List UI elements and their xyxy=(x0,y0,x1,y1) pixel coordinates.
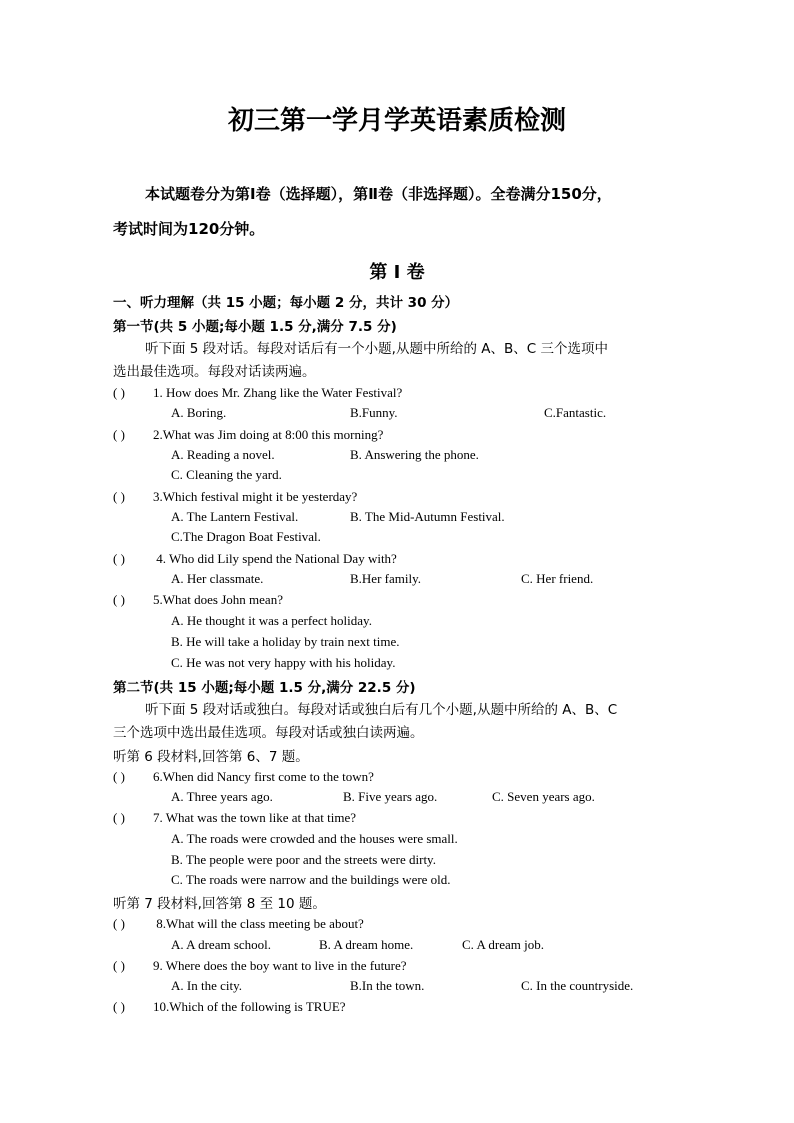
section-2-heading: 第二节(共 15 小题;每小题 1.5 分,满分 22.5 分) xyxy=(113,680,416,696)
material-6-instruction: 听第 6 段材料,回答第 6、7 题。 xyxy=(113,749,309,765)
section-1-heading: 第一节(共 5 小题;每小题 1.5 分,满分 7.5 分) xyxy=(113,319,397,335)
option-c: C. Cleaning the yard. xyxy=(171,467,282,482)
question-3 xyxy=(113,489,357,505)
question-7 xyxy=(113,810,356,826)
option-b: B.Her family. xyxy=(350,571,421,586)
option-a: A. A dream school. xyxy=(171,937,272,952)
option-c: C. Seven years ago. xyxy=(492,789,595,804)
answer-blank[interactable]: ( ) xyxy=(113,810,125,825)
question-text: 1. How does Mr. Zhang like the Water Festival? xyxy=(153,385,403,400)
question-1 xyxy=(113,385,402,401)
answer-blank[interactable]: ( ) xyxy=(113,427,125,442)
option-a: A. Three years ago. xyxy=(171,789,273,804)
intro-line-2: 考试时间为120分钟。 xyxy=(113,220,265,238)
question-text: 6.When did Nancy first come to the town? xyxy=(153,769,374,784)
option-a: A. Boring. xyxy=(171,405,227,420)
question-text: 5.What does John mean? xyxy=(153,592,283,607)
question-text: 4. Who did Lily spend the National Day with? xyxy=(153,551,397,566)
question-text: 2.What was Jim doing at 8:00 this morning? xyxy=(153,427,384,442)
question-8 xyxy=(113,916,364,932)
option-b: B.In the town. xyxy=(350,978,425,993)
option-b: B. He will take a holiday by train next time. xyxy=(171,634,400,649)
question-6 xyxy=(113,769,374,785)
option-b: B. The Mid-Autumn Festival. xyxy=(350,509,505,524)
page-title: 初三第一学月学英语素质检测 xyxy=(227,106,566,136)
option-a: A. Reading a novel. xyxy=(171,447,275,462)
option-a: A. In the city. xyxy=(171,978,242,993)
option-b: B. A dream home. xyxy=(319,937,414,952)
listening-heading: 一、听力理解（共 15 小题；每小题 2 分，共计 30 分） xyxy=(113,295,459,311)
answer-blank[interactable]: ( ) xyxy=(113,999,125,1014)
question-2 xyxy=(113,427,383,443)
option-c: C. Her friend. xyxy=(521,571,594,586)
option-b: B. Five years ago. xyxy=(343,789,438,804)
option-a: A. Her classmate. xyxy=(171,571,264,586)
answer-blank[interactable]: ( ) xyxy=(113,551,125,566)
option-c: C.The Dragon Boat Festival. xyxy=(171,529,321,544)
question-text: 10.Which of the following is TRUE? xyxy=(153,999,346,1014)
option-c: C. A dream job. xyxy=(462,937,544,952)
option-a: A. The Lantern Festival. xyxy=(171,509,299,524)
answer-blank[interactable]: ( ) xyxy=(113,916,125,931)
section-1-instruction-1: 听下面 5 段对话。每段对话后有一个小题,从题中所给的 A、B、C 三个选项中 xyxy=(145,341,608,357)
question-4 xyxy=(113,551,397,567)
option-c: C. He was not very happy with his holiday. xyxy=(171,655,396,670)
option-c: C. In the countryside. xyxy=(521,978,634,993)
answer-blank[interactable]: ( ) xyxy=(113,769,125,784)
answer-blank[interactable]: ( ) xyxy=(113,592,125,607)
question-5 xyxy=(113,592,283,608)
option-b: B.Funny. xyxy=(350,405,398,420)
question-text: 8.What will the class meeting be about? xyxy=(153,916,364,931)
question-text: 3.Which festival might it be yesterday? xyxy=(153,489,358,504)
answer-blank[interactable]: ( ) xyxy=(113,385,125,400)
answer-blank[interactable]: ( ) xyxy=(113,958,125,973)
question-9 xyxy=(113,958,407,974)
option-b: B. Answering the phone. xyxy=(350,447,479,462)
question-text: 7. What was the town like at that time? xyxy=(153,810,357,825)
section-1-instruction-2: 选出最佳选项。每段对话读两遍。 xyxy=(113,364,316,380)
option-c: C. The roads were narrow and the buildings were old. xyxy=(171,872,451,887)
question-10 xyxy=(113,999,346,1015)
question-text: 9. Where does the boy want to live in the future? xyxy=(153,958,407,973)
option-a: A. He thought it was a perfect holiday. xyxy=(171,613,372,628)
option-c: C.Fantastic. xyxy=(544,405,607,420)
material-7-instruction: 听第 7 段材料,回答第 8 至 10 题。 xyxy=(113,896,326,912)
section-2-instruction-2: 三个选项中选出最佳选项。每段对话或独白读两遍。 xyxy=(113,725,424,741)
answer-blank[interactable]: ( ) xyxy=(113,489,125,504)
option-a: A. The roads were crowded and the houses were small. xyxy=(171,831,458,846)
intro-line-1: 本试题卷分为第Ⅰ卷（选择题），第Ⅱ卷（非选择题）。全卷满分150分， xyxy=(145,185,612,203)
option-b: B. The people were poor and the streets were dirty. xyxy=(171,852,436,867)
part-1-title: 第 Ⅰ 卷 xyxy=(369,262,425,283)
section-2-instruction-1: 听下面 5 段对话或独白。每段对话或独白后有几个小题,从题中所给的 A、B、C xyxy=(145,702,618,718)
